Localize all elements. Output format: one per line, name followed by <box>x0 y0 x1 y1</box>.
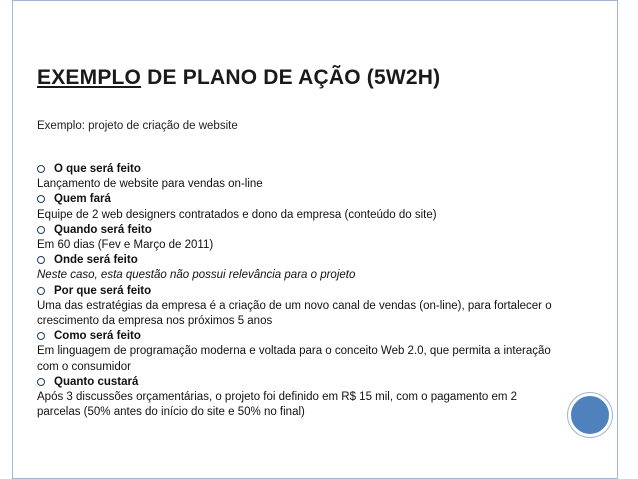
bullet-heading-how-much <box>37 375 557 390</box>
bullet-text-when: Em 60 dias (Fev e Março de 2011) <box>37 239 214 252</box>
heading-label: Quando será feito <box>54 223 152 236</box>
circle-bullet-icon <box>37 256 45 264</box>
title-underlined-word: EXEMPLO <box>37 66 142 89</box>
bullet-heading-where <box>37 253 557 268</box>
heading-label: Onde será feito <box>54 254 138 267</box>
circle-bullet-icon <box>37 378 45 386</box>
heading-label: Por que será feito <box>54 284 152 297</box>
title-rest: DE PLANO DE AÇÃO (5W2H) <box>141 66 441 89</box>
bullet-text-what: Lançamento de website para vendas on-line <box>37 178 263 191</box>
bullet-text-who: Equipe de 2 web designers contratados e dono da empresa (conteúdo do site) <box>37 208 437 221</box>
slide-subtitle: Exemplo: projeto de criação de website <box>37 120 238 132</box>
bullet-heading-why <box>37 284 557 299</box>
bullet-text-why: Uma das estratégias da empresa é a criação de um novo canal de vendas (on-line), para fortalecer o crescimento da empresa nos próximos 5 anos <box>37 299 552 328</box>
bullet-text-where: Neste caso, esta questão não possui relevância para o projeto <box>37 269 356 282</box>
slide-title <box>37 66 440 90</box>
bullet-text-how-much: Após 3 discussões orçamentárias, o projeto foi definido em R$ 15 mil, com o pagamento em 2 parcelas (50% antes do início do site e 50% no final) <box>37 391 518 419</box>
bullet-text-how: Em linguagem de programação moderna e voltada para o conceito Web 2.0, que permita a interação com o consumidor <box>37 345 551 373</box>
circle-bullet-icon <box>37 195 45 203</box>
circle-bullet-icon <box>37 165 45 173</box>
bullet-heading-when <box>37 223 557 238</box>
circle-bullet-icon <box>37 332 45 340</box>
plan-list <box>37 162 557 420</box>
heading-label: Como será feito <box>54 330 141 343</box>
bullet-heading-who <box>37 192 557 207</box>
decorative-circle <box>568 393 612 437</box>
circle-bullet-icon <box>37 287 45 295</box>
heading-label: Quanto custará <box>54 375 139 388</box>
bullet-heading-what <box>37 162 557 177</box>
bullet-heading-how <box>37 329 557 344</box>
heading-label: O que será feito <box>54 163 141 175</box>
heading-label: Quem fará <box>54 193 111 206</box>
circle-bullet-icon <box>37 226 45 234</box>
